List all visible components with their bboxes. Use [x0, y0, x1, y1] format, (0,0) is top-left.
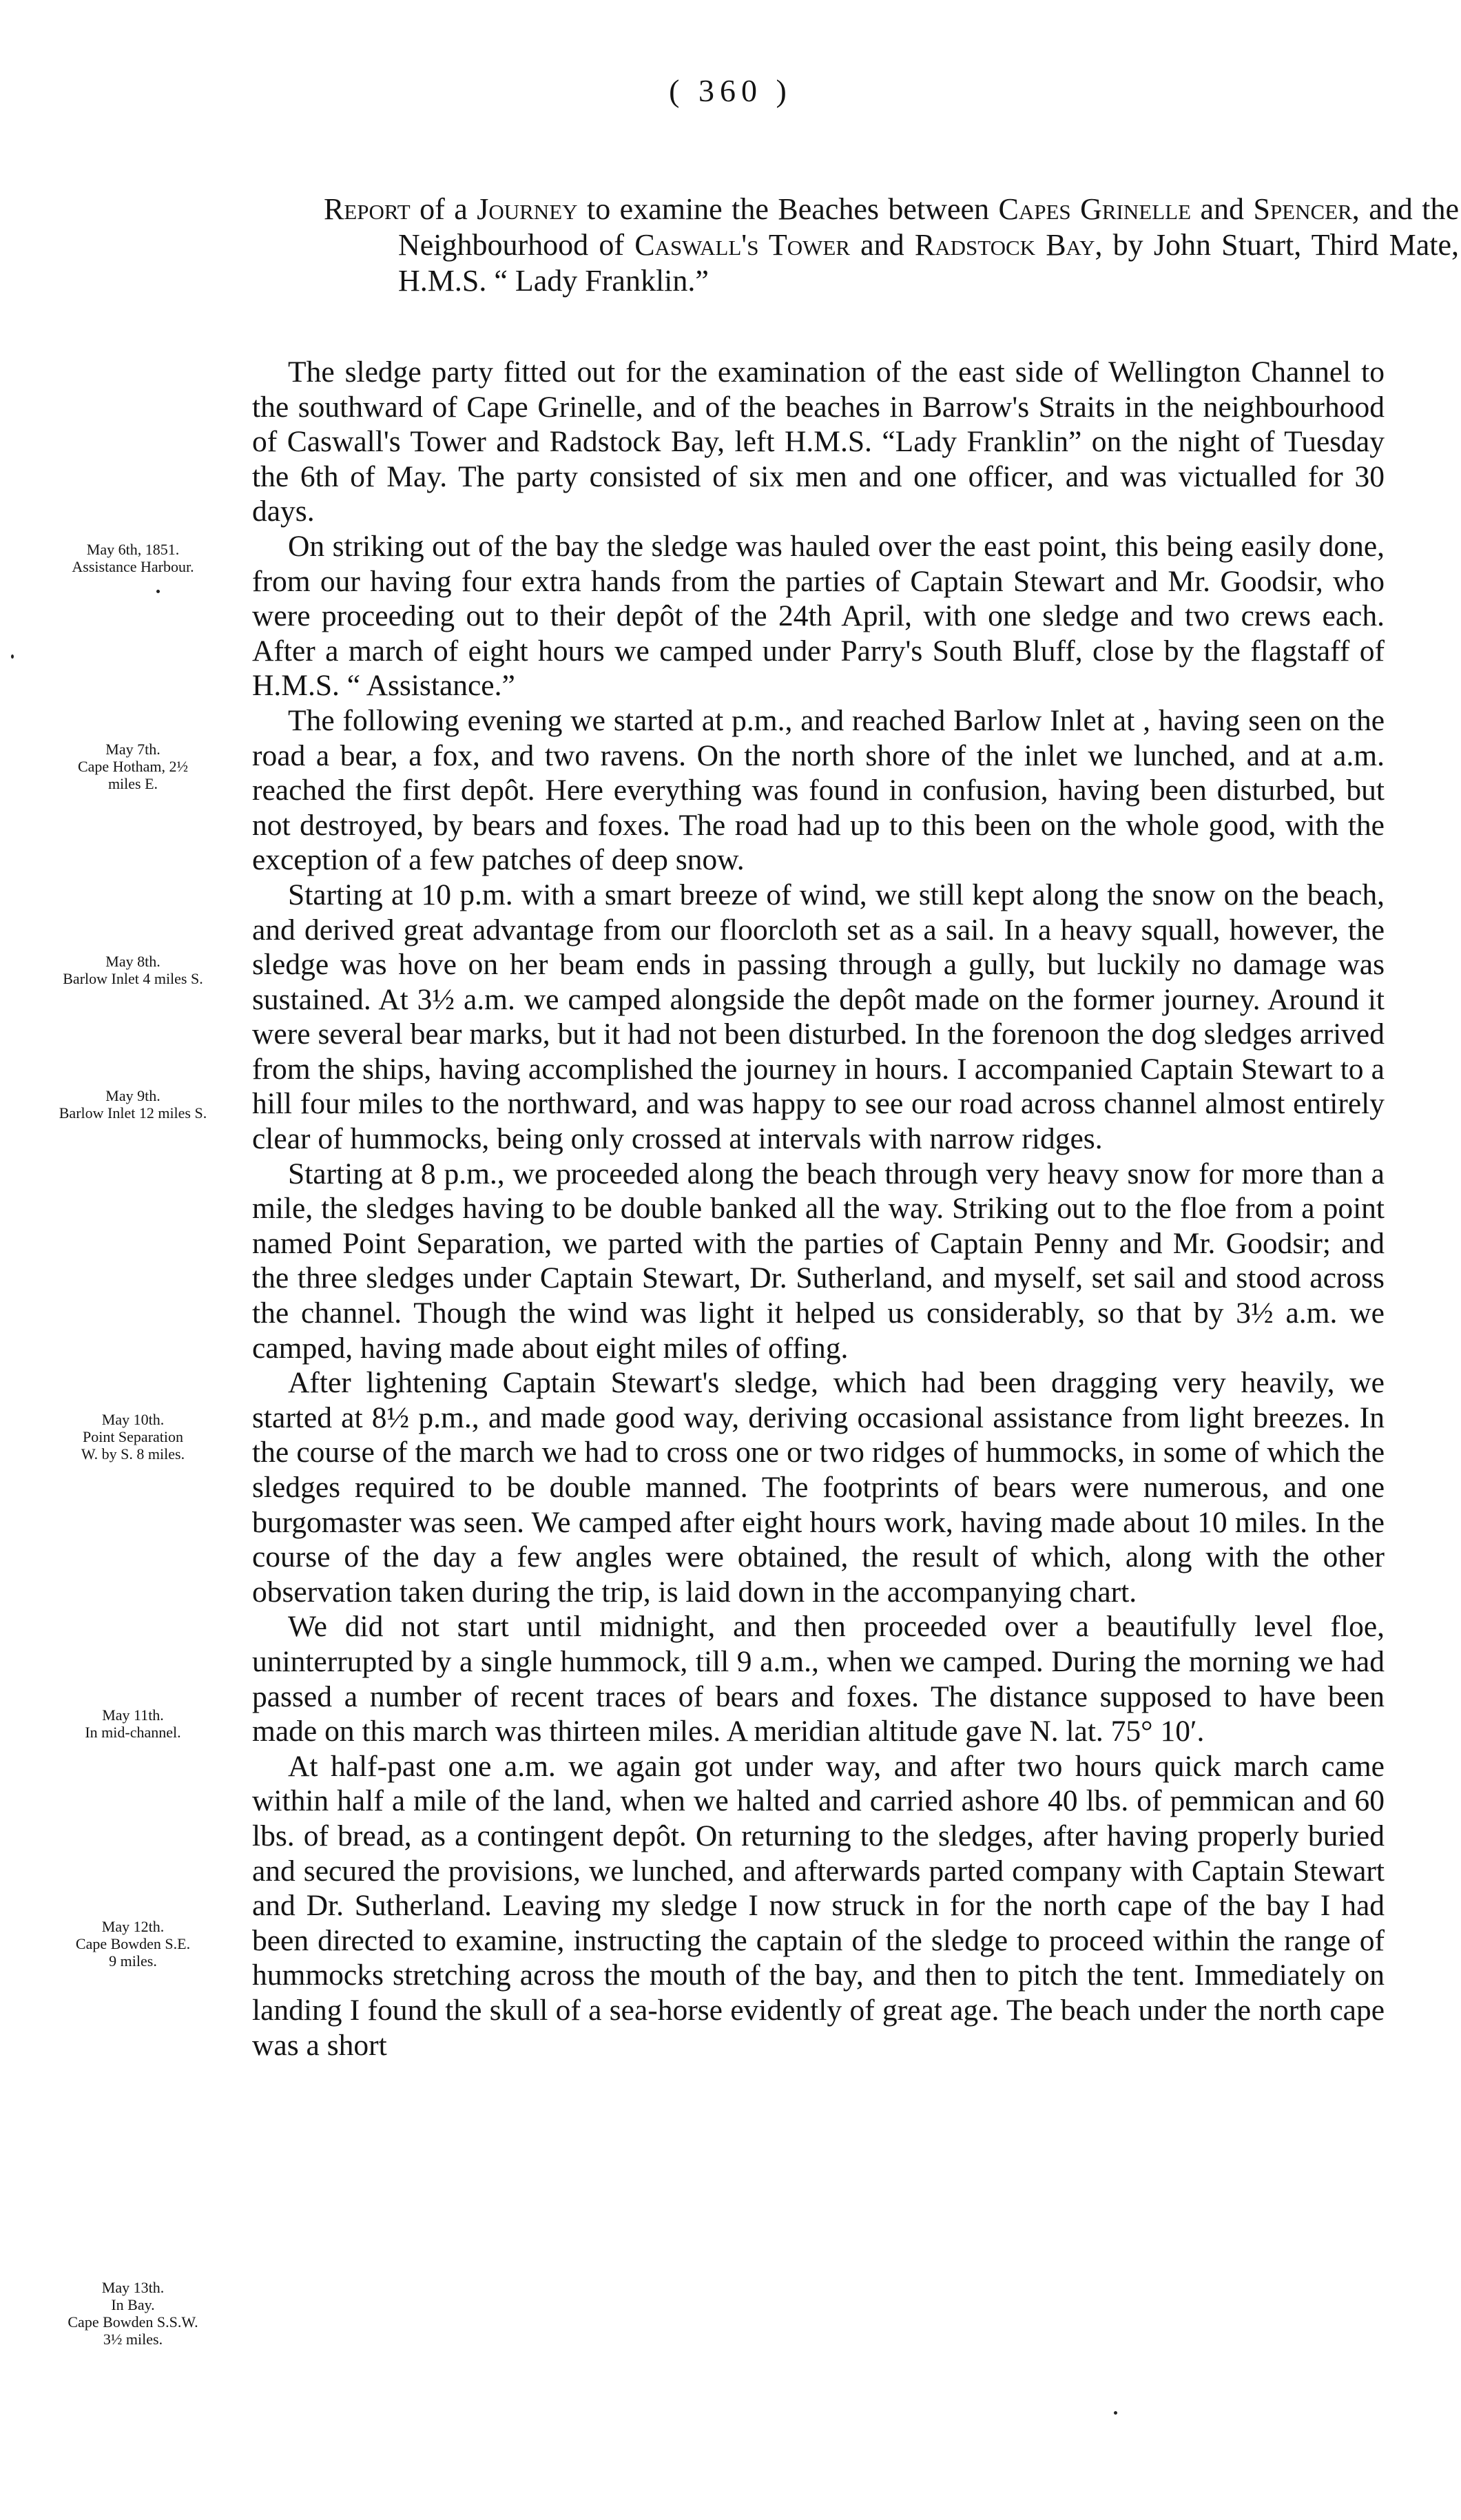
title-part: of a [410, 192, 477, 226]
paragraph: After lightening Captain Stewart's sledge, which had been dragging very heavily, we started at 8½ p.m., and made good way, deriving occasional assistance from light breezes. In the course of the march we had to cross one or two ridges of hummocks, in some of which the sledges required to be double manned. The footprints of bears were numerous, and one burgomaster was seen. We camped after eight hours work, having made about 10 miles. In the course of the day a few angles were obtained, the result of which, along with the other observation taken during the trip, is laid down in the accompanying chart. [252, 1366, 1385, 1609]
margin-note: May 13th. In Bay. Cape Bowden S.S.W. 3½ miles. [68, 2279, 198, 2348]
title-part: and [1191, 192, 1254, 226]
title-part: Radstock Bay [914, 228, 1095, 262]
title-part: , by John Stuart, Third Mate, H.M.S. “ Lady Franklin.” [398, 228, 1459, 298]
title-part: Journey [477, 192, 578, 226]
paragraph: The sledge party fitted out for the examination of the east side of Wellington Channel to the southward of Cape Grinelle, and of the beaches in Barrow's Straits in the neighbourhood of Caswall's Tower and Radstock Bay, left H.M.S. “Lady Franklin” on the night of Tuesday the 6th of May. The party consisted of six men and one officer, and was victualled for 30 days. [252, 355, 1385, 528]
margin-note: May 8th. Barlow Inlet 4 miles S. [63, 953, 203, 987]
title-part: Spencer [1253, 192, 1352, 226]
title-part: Caswall's Tower [634, 228, 850, 262]
title-part: to examine the Beaches between [577, 192, 999, 226]
title-part: , and the Neighbourhood of [398, 192, 1459, 262]
margin-note: May 11th. In mid-channel. [85, 1706, 181, 1741]
paragraph: We did not start until midnight, and then proceeded over a beautifully level floe, uninterrupted by a single hummock, till 9 a.m., when we camped. During the morning we had passed a number of recent traces of bears and foxes. The distance supposed to have been made on this march was thirteen miles. A meridian altitude gave N. lat. 75° 10′. [252, 1610, 1385, 1748]
margin-note: May 7th. Cape Hotham, 2½ miles E. [77, 741, 189, 792]
margin-note: May 9th. Barlow Inlet 12 miles S. [59, 1087, 207, 1122]
title-part: Report [324, 192, 411, 226]
report-body [252, 355, 1385, 2063]
title-part: and [849, 228, 915, 262]
margin-note: May 6th, 1851. Assistance Harbour. [72, 541, 194, 575]
paragraph: On striking out of the bay the sledge was hauled over the east point, this being easily done, from our having four extra hands from the parties of Captain Stewart and Mr. Goodsir, who were proceeding out to their depôt of the 24th April, with one sledge and two crews each. After a march of eight hours we camped under Parry's South Bluff, close by the flagstaff of H.M.S. “ Assistance.” [252, 529, 1385, 703]
title-part: Capes Grinelle [998, 192, 1192, 226]
report-title [324, 192, 1459, 299]
paragraph: The following evening we started at p.m., and reached Barlow Inlet at , having seen on the road a bear, a fox, and two ravens. On the north shore of the inlet we lunched, and at a.m. reached the first depôt. Here everything was found in confusion, having been disturbed, but not destroyed, by bears and foxes. The road had up to this been on the whole good, with the exception of a few patches of deep snow. [252, 703, 1385, 877]
ink-speck [156, 590, 160, 593]
page-number: ( 360 ) [669, 73, 792, 108]
margin-note: May 12th. Cape Bowden S.E. 9 miles. [75, 1918, 191, 1970]
paragraph: Starting at 8 p.m., we proceeded along the beach through very heavy snow for more than a mile, the sledges having to be double banked all the way. Striking out to the floe from a point named Point Separation, we parted with the parties of Captain Penny and Mr. Goodsir; and the three sledges under Captain Stewart, Dr. Sutherland, and myself, set sail and stood across the channel. Though the wind was light it helped us considerably, so that by 3½ a.m. we camped, having made about eight miles of offing. [252, 1157, 1385, 1365]
paragraph: Starting at 10 p.m. with a smart breeze of wind, we still kept along the snow on the beach, and derived great advantage from our floorcloth set as a sail. In a heavy squall, however, the sledge was hove on her beam ends in passing through a gully, but luckily no damage was sustained. At 3½ a.m. we camped alongside the depôt made on the former journey. Around it were several bear marks, but it had not been disturbed. In the forenoon the dog sledges arrived from the ships, having accomplished the journey in hours. I accompanied Captain Stewart to a hill four miles to the northward, and was happy to see our road across channel almost entirely clear of hummocks, being only crossed at intervals with narrow ridges. [252, 878, 1385, 1156]
ink-speck [1114, 2411, 1117, 2415]
ink-speck [11, 654, 14, 659]
margin-note: May 10th. Point Separation W. by S. 8 miles. [81, 1411, 185, 1463]
paragraph: At half-past one a.m. we again got under way, and after two hours quick march came within half a mile of the land, when we halted and carried ashore 40 lbs. of pemmican and 60 lbs. of bread, as a contingent depôt. On returning to the sledges, after having properly buried and secured the provisions, we lunched, and afterwards parted company with Captain Stewart and Dr. Sutherland. Leaving my sledge I now struck in for the north cape of the bay I had been directed to examine, instructing the captain of the sledge to proceed within the range of hummocks stretching across the mouth of the bay, and then to pitch the tent. Immediately on landing I found the skull of a sea-horse evidently of great age. The beach under the north cape was a short [252, 1749, 1385, 2062]
